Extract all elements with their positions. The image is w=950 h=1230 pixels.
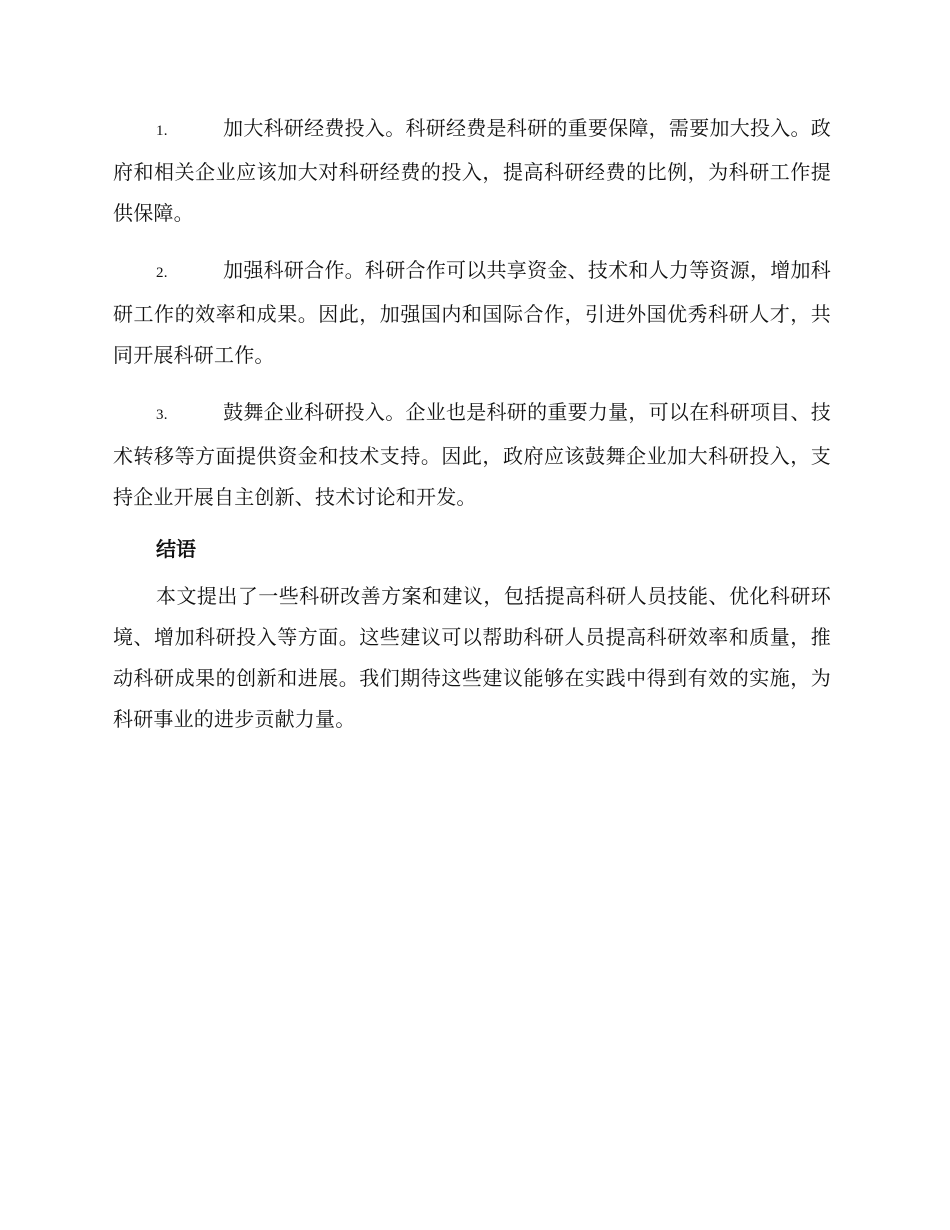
list-number: 2. bbox=[156, 265, 168, 281]
conclusion-heading: 结语 bbox=[156, 537, 196, 561]
conclusion-paragraph: 本文提出了一些科研改善方案和建议，包括提高科研人员技能、优化科研环境、增加科研投入等方面。这些建议可以帮助科研人员提高科研效率和质量，推动科研成果的创新和进展。我们期待这些建议能够在实践中得到有效的实施，为科研事业的进步贡献力量。 bbox=[113, 584, 831, 731]
list-item-1 bbox=[113, 108, 831, 234]
document-body bbox=[113, 108, 831, 740]
list-item-text: 加强科研合作。科研合作可以共享资金、技术和人力等资源，增加科研工作的效率和成果。因此，加强国内和国际合作，引进外国优秀科研人才，共同开展科研工作。 bbox=[113, 258, 831, 367]
list-item-text: 鼓舞企业科研投入。企业也是科研的重要力量，可以在科研项目、技术转移等方面提供资金和技术支持。因此，政府应该鼓舞企业加大科研投入，支持企业开展自主创新、技术讨论和开发。 bbox=[113, 400, 831, 509]
list-number: 1. bbox=[156, 123, 168, 139]
list-number: 3. bbox=[156, 407, 168, 423]
list-item-2 bbox=[113, 250, 831, 376]
list-item-text: 加大科研经费投入。科研经费是科研的重要保障，需要加大投入。政府和相关企业应该加大对科研经费的投入，提高科研经费的比例，为科研工作提供保障。 bbox=[113, 116, 831, 225]
list-item-3 bbox=[113, 392, 831, 518]
